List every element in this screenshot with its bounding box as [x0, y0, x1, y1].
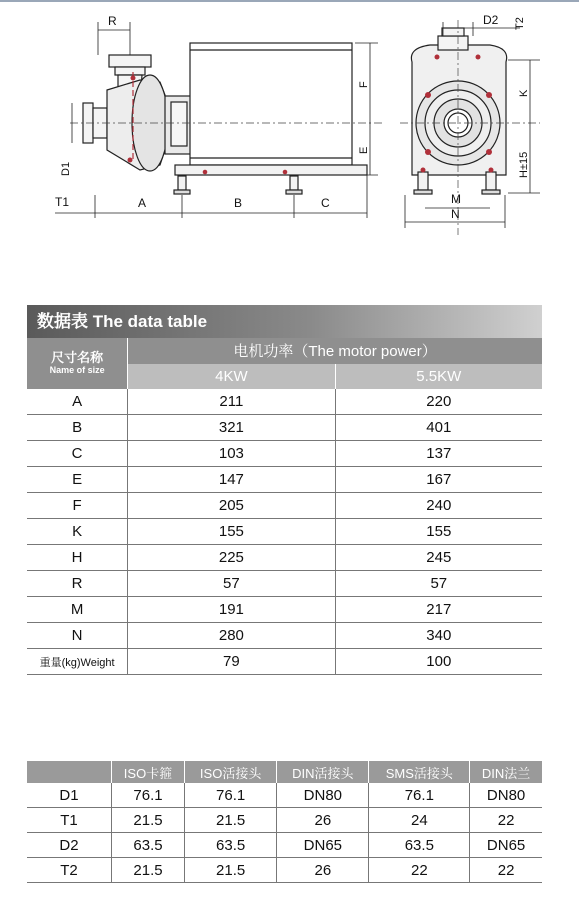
label-M: M — [451, 192, 461, 206]
connector-table — [27, 761, 542, 883]
row-value: 76.1 — [369, 783, 470, 808]
row-value: DN65 — [470, 833, 542, 858]
pump-technical-drawing — [0, 0, 579, 300]
label-B: B — [234, 196, 243, 210]
row-value: 79 — [128, 649, 335, 675]
label-H: H±15 — [518, 151, 530, 178]
connector-table-header — [27, 761, 542, 783]
row-value: 26 — [277, 858, 369, 883]
row-label: M — [27, 597, 128, 623]
row-label: D1 — [27, 783, 112, 808]
connector-header: SMS活接头 — [369, 761, 470, 783]
row-value: 76.1 — [185, 783, 277, 808]
row-value: 22 — [369, 858, 470, 883]
row-value: 22 — [470, 858, 542, 883]
data-table-body — [27, 389, 542, 675]
row-value: 26 — [277, 808, 369, 833]
row-value: 63.5 — [369, 833, 470, 858]
table-row — [27, 649, 542, 675]
label-T1: T1 — [55, 195, 70, 209]
motor-power-header: 电机功率（The motor power） — [128, 338, 542, 364]
row-label: E — [27, 467, 128, 493]
label-K: K — [518, 89, 530, 97]
row-value: DN65 — [277, 833, 369, 858]
size-name-cn: 尺寸名称 — [51, 349, 104, 365]
label-A: A — [138, 196, 147, 210]
row-label: R — [27, 571, 128, 597]
connector-header-blank — [27, 761, 112, 783]
table-row — [27, 493, 542, 519]
row-value: 57 — [128, 571, 335, 597]
table-row — [27, 441, 542, 467]
row-label: 重量(kg)Weight — [27, 649, 128, 675]
row-label: T1 — [27, 808, 112, 833]
row-label: C — [27, 441, 128, 467]
row-label: H — [27, 545, 128, 571]
connector-header: DIN法兰 — [470, 761, 542, 783]
label-D2: D2 — [483, 13, 499, 27]
table-row — [27, 389, 542, 415]
table-row — [27, 833, 542, 858]
label-N: N — [451, 207, 460, 221]
row-label: K — [27, 519, 128, 545]
row-label: D2 — [27, 833, 112, 858]
row-value: 167 — [335, 467, 542, 493]
row-value: 22 — [470, 808, 542, 833]
row-value: DN80 — [470, 783, 542, 808]
table-row — [27, 519, 542, 545]
row-value: 217 — [335, 597, 542, 623]
table-row — [27, 597, 542, 623]
row-value: 211 — [128, 389, 335, 415]
table-row — [27, 808, 542, 833]
col-header-5-5kw: 5.5KW — [335, 364, 542, 390]
table-row — [27, 623, 542, 649]
label-D1: D1 — [60, 161, 72, 176]
row-value: 191 — [128, 597, 335, 623]
row-value: 63.5 — [112, 833, 185, 858]
col-header-4kw: 4KW — [128, 364, 335, 390]
row-value: 21.5 — [112, 808, 185, 833]
label-F: F — [358, 81, 370, 88]
table-row — [27, 415, 542, 441]
label-R: R — [108, 14, 117, 28]
data-table-title: 数据表 The data table — [27, 305, 542, 338]
row-value: 21.5 — [185, 858, 277, 883]
table-row — [27, 783, 542, 808]
connector-header: DIN活接头 — [277, 761, 369, 783]
row-value: 220 — [335, 389, 542, 415]
row-value: 137 — [335, 441, 542, 467]
row-label: A — [27, 389, 128, 415]
row-value: 103 — [128, 441, 335, 467]
row-value: 240 — [335, 493, 542, 519]
label-T2: T2 — [514, 17, 526, 30]
row-value: 63.5 — [185, 833, 277, 858]
row-label: B — [27, 415, 128, 441]
table-row — [27, 467, 542, 493]
row-value: 280 — [128, 623, 335, 649]
connector-header: ISO活接头 — [185, 761, 277, 783]
connector-header: ISO卡箍 — [112, 761, 185, 783]
row-value: 24 — [369, 808, 470, 833]
row-value: 340 — [335, 623, 542, 649]
row-value: 321 — [128, 415, 335, 441]
row-value: 57 — [335, 571, 542, 597]
connector-table-body — [27, 783, 542, 883]
row-value: 21.5 — [112, 858, 185, 883]
row-value: 76.1 — [112, 783, 185, 808]
data-table — [27, 338, 542, 675]
row-value: 21.5 — [185, 808, 277, 833]
row-value: 245 — [335, 545, 542, 571]
row-value: 155 — [128, 519, 335, 545]
row-label: T2 — [27, 858, 112, 883]
row-value: DN80 — [277, 783, 369, 808]
label-C: C — [321, 196, 330, 210]
size-name-en: Name of size — [49, 364, 105, 375]
row-value: 401 — [335, 415, 542, 441]
row-value: 147 — [128, 467, 335, 493]
table-row — [27, 545, 542, 571]
table-row — [27, 571, 542, 597]
row-label: F — [27, 493, 128, 519]
table-row — [27, 858, 542, 883]
pump-side-view — [83, 43, 367, 194]
size-name-header — [27, 338, 128, 389]
row-value: 100 — [335, 649, 542, 675]
row-label: N — [27, 623, 128, 649]
row-value: 155 — [335, 519, 542, 545]
row-value: 205 — [128, 493, 335, 519]
row-value: 225 — [128, 545, 335, 571]
label-E: E — [358, 146, 370, 154]
